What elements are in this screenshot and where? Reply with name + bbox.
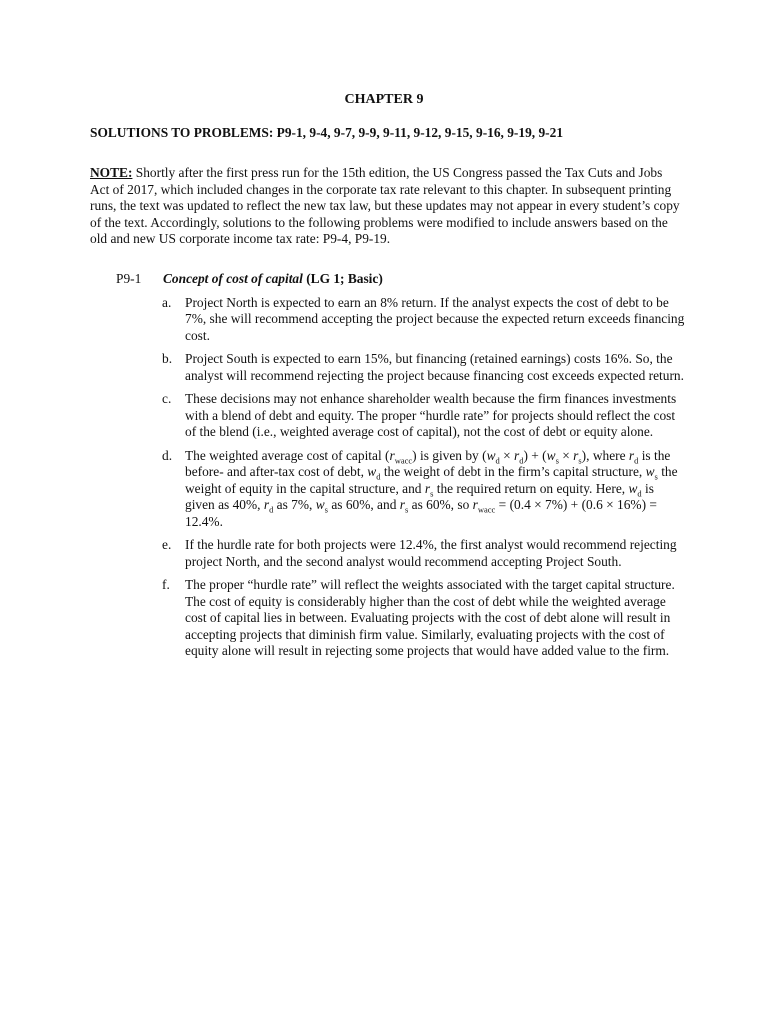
- problem-title: Concept of cost of capital: [163, 271, 303, 286]
- note-label: NOTE:: [90, 165, 133, 180]
- solutions-heading: SOLUTIONS TO PROBLEMS: P9-1, 9-4, 9-7, 9-9, 9-11, 9-12, 9-15, 9-16, 9-19, 9-21: [90, 125, 564, 140]
- subscript-s: s: [578, 455, 582, 466]
- symbol-w: w: [546, 447, 556, 463]
- text-segment: ×: [558, 447, 574, 463]
- symbol-r: r: [263, 497, 270, 512]
- text-segment: ×: [499, 447, 514, 463]
- answer-list: [116, 295, 686, 660]
- subscript-s: s: [555, 455, 559, 466]
- answer-letter: e.: [162, 537, 172, 552]
- subscript-wacc: wacc: [477, 504, 496, 515]
- subscript-d: d: [519, 455, 524, 466]
- note-text: Shortly after the first press run for the 15th edition, the US Congress passed the Tax Cuts and Jobs Act of 2017, which included changes in the corporate tax rate relevant to this chapter. In subsequent printing runs, the text was updated to reflect the new tax law, but these updates may not appear in every student’s copy of the text. Accordingly, solutions to the following problems were modified to include answers based on the old and new US corporate income tax rate: P9-4, P9-19.: [90, 165, 680, 246]
- symbol-r: r: [399, 497, 405, 512]
- symbol-r: r: [424, 480, 431, 496]
- symbol-r: r: [628, 447, 635, 463]
- subscript-d: d: [634, 455, 639, 466]
- symbol-r: r: [573, 447, 579, 463]
- answer-text: [185, 448, 686, 531]
- answer-letter: d.: [162, 447, 173, 463]
- answer-text: If the hurdle rate for both projects were 12.4%, the first analyst would recommend rejecting project North, and the second analyst would recommend accepting Project South.: [185, 537, 677, 569]
- symbol-w: w: [367, 464, 377, 479]
- problem-header: [116, 271, 686, 288]
- subscript-d: d: [637, 488, 642, 499]
- symbol-r: r: [514, 447, 520, 463]
- answer-f: [162, 577, 686, 660]
- text-segment: the weight of debt in the firm’s capital structure,: [380, 464, 646, 479]
- symbol-w: w: [645, 464, 655, 479]
- subscript-d: d: [495, 455, 500, 466]
- answer-text: The proper “hurdle rate” will reflect the weights associated with the target capital structure. The cost of equity is considerably higher than the cost of debt while the weighted average cost of capital lies in between. Evaluating projects with the cost of debt alone will result in accepting projects that diminish firm value. Similarly, evaluating projects with the cost of equity alone will result in rejecting some projects that would have added value to the firm.: [185, 577, 675, 658]
- subscript-s: s: [404, 504, 409, 515]
- text-segment: is the before- and after-tax cost of debt,: [185, 447, 671, 479]
- symbol-w: w: [628, 480, 638, 496]
- text-segment: as 60%, so: [408, 497, 473, 512]
- problem-p9-1: [116, 271, 686, 667]
- text-segment: ) + (: [523, 447, 547, 463]
- symbol-w: w: [315, 497, 325, 512]
- subscript-wacc: wacc: [394, 455, 413, 466]
- problem-tag: (LG 1; Basic): [302, 271, 383, 286]
- subscript-s: s: [654, 471, 658, 482]
- symbol-r: r: [472, 497, 478, 512]
- answer-b: [162, 351, 686, 384]
- answer-text: Project South is expected to earn 15%, but financing (retained earnings) costs 16%. So, the analyst will recommend rejecting the project because financing cost exceeds expected return.: [185, 351, 684, 383]
- chapter-title: CHAPTER 9: [344, 92, 424, 107]
- text-segment: as 60%, and: [327, 497, 400, 512]
- answer-letter: f.: [162, 577, 170, 592]
- text-segment: the weight of equity in the capital structure, and: [185, 464, 678, 496]
- answer-c: [162, 391, 686, 441]
- answer-text: Project North is expected to earn an 8% return. If the analyst expects the cost of debt to be 7%, she will recommend accepting the project because the expected return exceeds financing cost.: [185, 294, 685, 343]
- problem-heading: [163, 271, 383, 288]
- subscript-d: d: [376, 471, 381, 482]
- answer-a: [162, 295, 686, 345]
- answer-letter: c.: [162, 391, 172, 406]
- text-segment: the required return on equity. Here,: [433, 480, 629, 496]
- subscript-s: s: [324, 504, 328, 515]
- answer-letter: b.: [162, 351, 173, 366]
- symbol-r: r: [389, 447, 395, 463]
- symbol-w: w: [486, 447, 496, 463]
- answer-e: [162, 537, 686, 570]
- answer-letter: a.: [162, 294, 172, 310]
- subscript-d: d: [269, 504, 274, 515]
- text-segment: as 7%,: [273, 497, 316, 512]
- text-segment: The weighted average cost of capital (: [185, 447, 390, 463]
- text-segment: is given as 40%,: [185, 480, 654, 512]
- text-segment: ), where: [581, 447, 629, 463]
- note-paragraph: [90, 165, 680, 248]
- problem-number: P9-1: [116, 271, 142, 286]
- answer-text: These decisions may not enhance shareholder wealth because the firm finances investments with a blend of debt and equity. The proper “hurdle rate” for projects should reflect the cost of the blend (i.e., weighted average cost of capital), not the cost of debt or equity alone.: [185, 391, 677, 439]
- text-segment: ) is given by (: [412, 447, 487, 463]
- subscript-s: s: [430, 488, 434, 499]
- text-segment: = (0.4 × 7%) + (0.6 × 16%) = 12.4%.: [185, 497, 657, 529]
- answer-d: [162, 448, 686, 531]
